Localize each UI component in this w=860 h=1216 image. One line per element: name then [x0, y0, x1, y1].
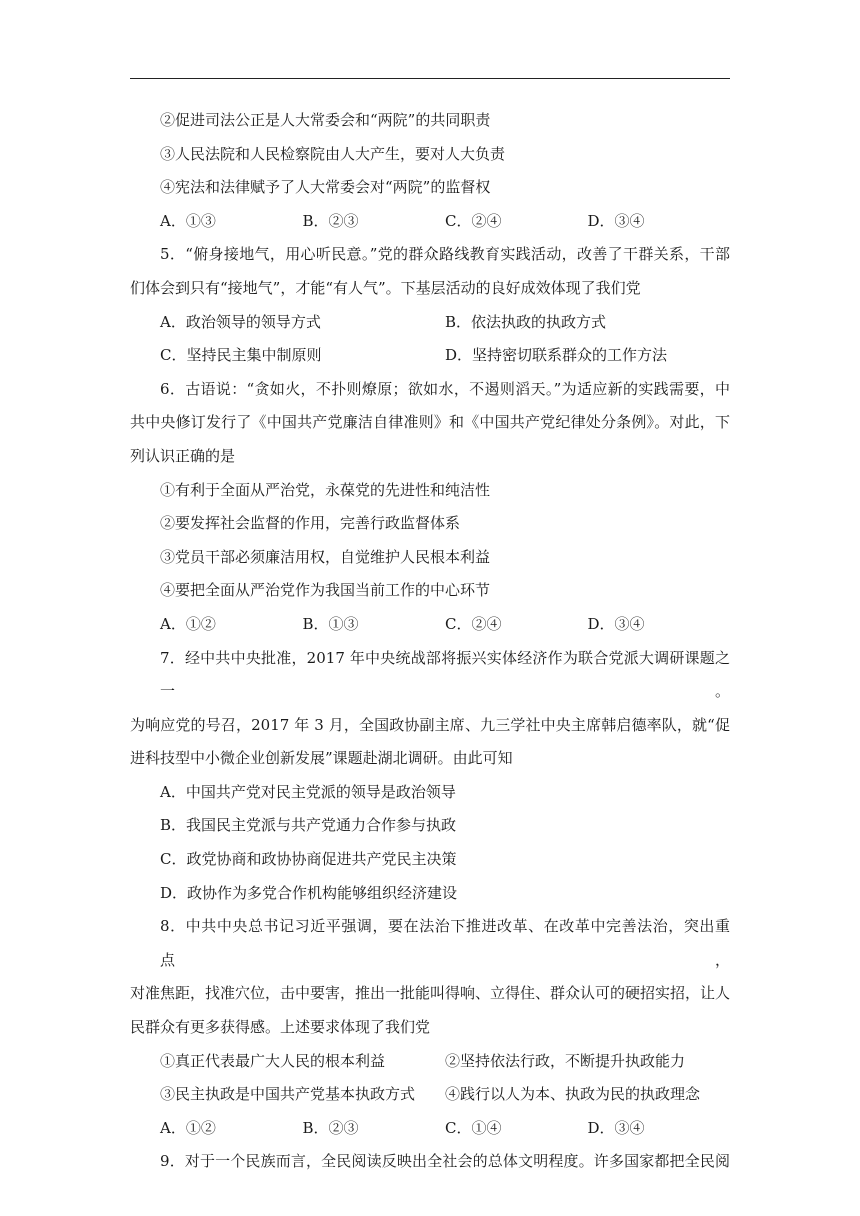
q7-stem-line-3: 进科技型中小微企业创新发展”课题赴湖北调研。由此可知	[130, 749, 513, 768]
q6-item-2: ②要发挥社会监督的作用，完善行政监督体系	[160, 514, 461, 533]
q8-item-2: ②坚持依法行政，不断提升执政能力	[445, 1051, 686, 1070]
header-rule	[130, 78, 730, 79]
q4-option-c[interactable]: C．②④	[445, 211, 502, 230]
q6-option-c[interactable]: C．②④	[445, 614, 502, 633]
q8-option-d[interactable]: D．③④	[587, 1118, 645, 1137]
q6-stem-line-1: 6．古语说：“贪如火，不扑则燎原；欲如水，不遏则滔天。”为适应新的实践需要，中	[160, 379, 730, 398]
q5-options-row-2	[130, 339, 730, 373]
q8-items-row-2	[130, 1078, 730, 1112]
q6-stem-line-2: 共中央修订发行了《中国共产党廉洁自律准则》和《中国共产党纪律处分条例》。对此，下	[130, 413, 730, 432]
exam-page	[130, 104, 730, 1179]
q4-option-a[interactable]: A．①③	[160, 211, 216, 230]
q5-option-a[interactable]: A．政治领导的领导方式	[160, 312, 321, 331]
q8-items-row-1	[130, 1045, 730, 1079]
q6-option-a[interactable]: A．①②	[160, 614, 216, 633]
q7-stem-line-2: 为响应党的号召，2017 年 3 月，全国政协副主席、九三学社中央主席韩启德率队，就“促	[130, 715, 730, 734]
q7-option-a[interactable]: A．中国共产党对民主党派的领导是政治领导	[160, 782, 456, 801]
q4-option-b[interactable]: B．②③	[302, 211, 359, 230]
q7-option-b[interactable]: B．我国民主党派与共产党通力合作参与执政	[160, 816, 457, 835]
q5-stem-line-2: 们体会到只有“接地气”，才能“有人气”。下基层活动的良好成效体现了我们党	[130, 278, 641, 297]
q8-stem-line-1: 8．中共中央总书记习近平强调，要在法治下推进改革、在改革中完善法治，突出重点，	[160, 917, 730, 969]
q8-item-4: ④践行以人为本、执政为民的执政理念	[445, 1085, 701, 1104]
q4-option-d[interactable]: D．③④	[587, 211, 645, 230]
q8-option-b[interactable]: B．②③	[302, 1118, 359, 1137]
q5-stem-line-1: 5．“俯身接地气，用心听民意。”党的群众路线教育实践活动，改善了干群关系，干部	[160, 245, 730, 264]
q8-options	[130, 1112, 730, 1146]
q6-options	[130, 608, 730, 642]
q5-option-c[interactable]: C．坚持民主集中制原则	[160, 346, 322, 365]
q7-stem-line-1: 7．经中共中央批准，2017 年中央统战部将振兴实体经济作为联合党派大调研课题之一。	[160, 648, 730, 701]
q6-option-d[interactable]: D．③④	[587, 614, 645, 633]
q9-stem-line-1: 9．对于一个民族而言，全民阅读反映出全社会的总体文明程度。许多国家都把全民阅	[160, 1152, 730, 1171]
q8-stem-line-2: 对准焦距，找准穴位，击中要害，推出一批能叫得响、立得住、群众认可的硬招实招，让人	[130, 984, 731, 1003]
q8-option-a[interactable]: A．①②	[160, 1118, 216, 1137]
q6-item-3: ③党员干部必须廉洁用权，自觉维护人民根本利益	[160, 547, 491, 566]
q4-item-4: ④宪法和法律赋予了人大常委会对“两院”的监督权	[160, 178, 491, 197]
q6-item-4: ④要把全面从严治党作为我国当前工作的中心环节	[160, 581, 491, 600]
q5-option-b[interactable]: B．依法执政的执政方式	[445, 312, 607, 331]
q6-stem-line-3: 列认识正确的是	[130, 446, 236, 465]
q8-item-1: ①真正代表最广大人民的根本利益	[160, 1051, 386, 1070]
q8-option-c[interactable]: C．①④	[445, 1118, 502, 1137]
q8-stem-line-3: 民群众有更多获得感。上述要求体现了我们党	[130, 1018, 431, 1037]
q6-option-b[interactable]: B．①③	[302, 614, 359, 633]
q4-options	[130, 205, 730, 239]
q5-options-row-1	[130, 306, 730, 340]
q4-item-2: ②促进司法公正是人大常委会和“两院”的共同职责	[160, 111, 491, 129]
q8-item-3: ③民主执政是中国共产党基本执政方式	[160, 1085, 416, 1104]
q6-item-1: ①有利于全面从严治党，永葆党的先进性和纯洁性	[160, 480, 491, 499]
q7-option-d[interactable]: D．政协作为多党合作机构能够组织经济建设	[160, 883, 458, 902]
q7-option-c[interactable]: C．政党协商和政协协商促进共产党民主决策	[160, 850, 457, 869]
q4-item-3: ③人民法院和人民检察院由人大产生，要对人大负责	[160, 144, 506, 163]
q5-option-d[interactable]: D．坚持密切联系群众的工作方法	[445, 346, 668, 365]
